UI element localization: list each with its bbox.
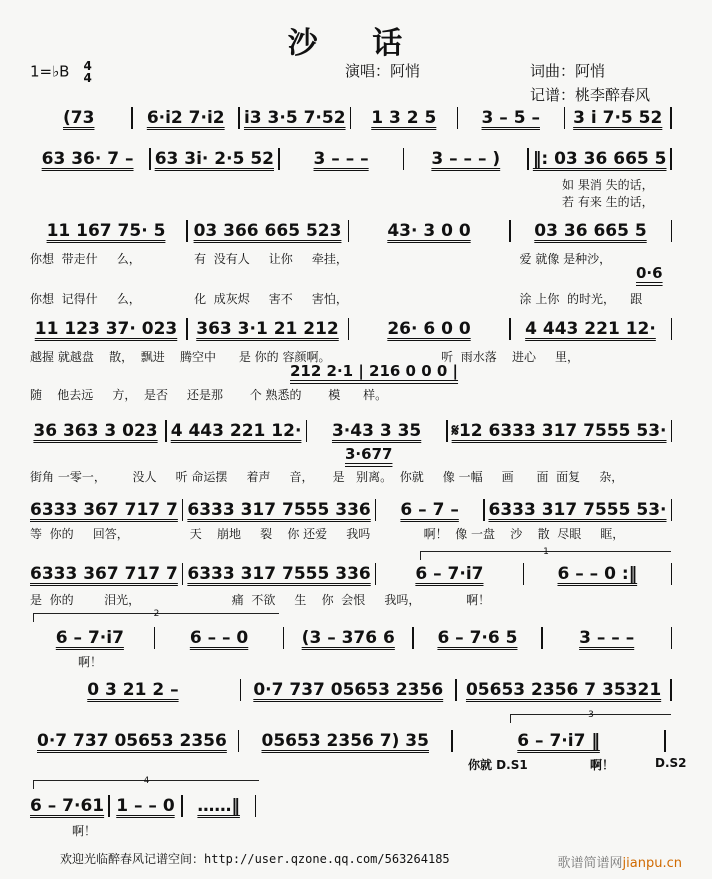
bar-line — [186, 318, 188, 340]
bar-line — [306, 420, 308, 442]
measure: 6 – – 0 :‖ — [557, 564, 638, 584]
bar-line — [165, 420, 167, 442]
measure: 6333 367 717 7 — [30, 564, 178, 584]
score-row — [30, 219, 676, 243]
measure: 6 – 7·61 — [30, 796, 105, 816]
lyric-line: 如 果消 失的话， — [562, 178, 654, 192]
score-row — [30, 562, 676, 586]
bar-line — [457, 107, 459, 129]
bar-line — [350, 107, 352, 129]
footer-link[interactable]: 欢迎光临醉春风记谱空间：http://user.qzone.qq.com/563264185 — [60, 852, 450, 866]
score-row — [30, 106, 676, 130]
bar-line — [664, 730, 666, 752]
bar-line — [182, 499, 184, 521]
measure: 𝄋12 6333 317 7555 53· — [451, 421, 667, 441]
bar-line — [446, 420, 448, 442]
measure: 0·7 737 05653 2356 — [253, 680, 444, 700]
lyric-ds1: 你就 D.S1 — [468, 758, 528, 772]
measure: 63 36· 7 – — [41, 149, 134, 169]
measure: 6333 317 7555 53· — [488, 500, 667, 520]
measure: 05653 2356 7 35321 — [465, 680, 662, 700]
bar-line — [240, 679, 242, 701]
bar-line — [403, 148, 405, 170]
lyric-line: 啊！ — [78, 655, 103, 669]
bar-line — [278, 148, 280, 170]
bar-line — [181, 795, 183, 817]
alt-notes: 212 2·1 | 216 0 0 0 | — [290, 362, 459, 380]
measure: ‖: 03 36 665 5 — [532, 149, 667, 169]
lyric-line: 啊！ — [72, 824, 97, 838]
bar-line — [671, 499, 673, 521]
bar-line — [509, 220, 511, 242]
measure: 0·7 737 05653 2356 — [37, 731, 227, 751]
measure: 3 i 7·5 52 — [573, 108, 663, 128]
pickup-notes: 0·6 — [636, 264, 663, 282]
bar-line — [671, 318, 673, 340]
volta-2: 2 — [33, 613, 279, 622]
volta-1: 1 — [420, 551, 671, 560]
bar-line — [255, 795, 257, 817]
bar-line — [108, 795, 110, 817]
bar-line — [154, 627, 156, 649]
bar-line — [131, 107, 133, 129]
measure: 05653 2356 7) 35 — [261, 731, 429, 751]
song-title: 沙 话 — [287, 26, 425, 61]
time-signature — [83, 60, 91, 84]
lyric-line: 越握 就越盘 散， 飘进 腾空中 是 你的 容颜啊。 听 雨水落 进心 里， — [30, 350, 580, 364]
measure: (3 – 376 6 — [301, 628, 395, 648]
score-row — [30, 729, 670, 753]
measure: 6·i2 7·i2 — [146, 108, 225, 128]
key: 1=♭B — [30, 62, 70, 81]
score-row — [30, 498, 676, 522]
alt-notes: 3·677 — [345, 445, 393, 463]
lyric-line: 等 你的 回答， 天 崩地 裂 你 还爱 我吗 啊！ 像 一盘 沙 散 尽眼 眶， — [30, 527, 625, 541]
watermark-en: jianpu.cn — [622, 856, 682, 871]
measure: 3·43 3 35 — [331, 421, 422, 441]
lyric-line: 是 你的 泪光， 痛 不欲 生 你 会恨 我吗， 啊！ — [30, 593, 491, 607]
measure: 6 – 7·6 5 — [437, 628, 518, 648]
lyric-line: 你想 带走什 么， 有 没有人 让你 牵挂， 爱 就像 是种沙， — [30, 252, 612, 266]
lyric-line: 若 有来 生的话， — [562, 195, 654, 209]
measure: 363 3·1 21 212 — [196, 319, 339, 339]
bar-line — [348, 220, 350, 242]
bar-line — [375, 563, 377, 585]
measure: (73 — [63, 108, 95, 128]
measure: 03 36 665 5 — [534, 221, 647, 241]
measure: 6333 317 7555 336 — [187, 500, 371, 520]
composer: 词曲：阿悄 — [530, 62, 606, 80]
bar-line — [483, 499, 485, 521]
measure: i3 3·5 7·52 — [243, 108, 346, 128]
bar-line — [186, 220, 188, 242]
bar-line — [375, 499, 377, 521]
measure: 3 – – – — [313, 149, 369, 169]
measure: 6 – 7·i7 — [55, 628, 124, 648]
watermark-cn: 歌谱简谱网 — [557, 856, 623, 871]
bar-line — [564, 107, 566, 129]
bar-line — [451, 730, 453, 752]
bar-line — [182, 563, 184, 585]
bar-line — [149, 148, 151, 170]
measure: 3 – 5 – — [481, 108, 540, 128]
measure: 6 – 7 – — [400, 500, 459, 520]
measure: 36 363 3 023 — [33, 421, 158, 441]
bar-line — [523, 563, 525, 585]
measure: 4 443 221 12· — [170, 421, 302, 441]
lyric-ah: 啊！ — [590, 758, 615, 772]
transcriber: 记谱：桃李醉春风 — [530, 86, 651, 104]
bar-line — [671, 563, 673, 585]
measure: 03 366 665 523 — [193, 221, 342, 241]
bar-line — [671, 220, 673, 242]
measure: 0 3 21 2 – — [87, 680, 179, 700]
ts-bottom: 4 — [83, 71, 92, 85]
bar-line — [238, 730, 240, 752]
bar-line — [670, 148, 672, 170]
measure: 4 443 221 12· — [525, 319, 656, 339]
ts-top: 4 — [83, 59, 92, 73]
bar-line — [671, 420, 673, 442]
bar-line — [527, 148, 529, 170]
measure: 6333 367 717 7 — [30, 500, 178, 520]
lyric-line: 街角 一零一， 没人 听 命运摆 着声 音， 是 别离。 你就 像 一幅 画 面 面复 杂， — [30, 470, 624, 484]
measure: 3 – – – ) — [431, 149, 501, 169]
measure: 43· 3 0 0 — [387, 221, 471, 241]
score-row — [30, 794, 260, 818]
lyric-line: 你想 记得什 么， 化 成灰烬 害不 害怕， 涂 上你 的时光， 跟 — [30, 292, 643, 306]
measure: 26· 6 0 0 — [387, 319, 471, 339]
bar-line — [238, 107, 240, 129]
measure: 1 – – 0 — [116, 796, 175, 816]
measure: 11 123 37· 023 — [34, 319, 178, 339]
measure: 1 3 2 5 — [371, 108, 437, 128]
measure: 6 – – 0 — [189, 628, 249, 648]
bar-line — [348, 318, 350, 340]
bar-line — [670, 679, 672, 701]
singer: 演唱：阿悄 — [345, 62, 421, 80]
measure: 6333 317 7555 336 — [187, 564, 371, 584]
score-row — [30, 419, 676, 443]
ds2-mark: D.S2 — [655, 756, 687, 770]
bar-line — [455, 679, 457, 701]
score-row — [30, 317, 676, 341]
bar-line — [283, 627, 285, 649]
bar-line — [670, 107, 672, 129]
score-row — [30, 678, 676, 702]
score-row — [30, 626, 676, 650]
measure: 3 – – – — [579, 628, 635, 648]
volta-3: 3 — [510, 714, 671, 723]
lyric-line: 随 他去远 方， 是否 还是那 个 熟悉的 模 样。 — [30, 388, 388, 402]
measure: 63 3i· 2·5 52 — [154, 149, 274, 169]
bar-line — [541, 627, 543, 649]
volta-4: 4 — [33, 780, 259, 789]
measure: ……‖ — [197, 796, 240, 816]
bar-line — [412, 627, 414, 649]
bar-line — [671, 627, 673, 649]
watermark — [558, 852, 682, 871]
measure: 11 167 75· 5 — [46, 221, 166, 241]
bar-line — [509, 318, 511, 340]
key-signature — [30, 60, 92, 84]
measure: 6 – 7·i7 — [415, 564, 484, 584]
score-row — [30, 147, 676, 171]
measure: 6 – 7·i7 ‖ — [517, 731, 600, 751]
